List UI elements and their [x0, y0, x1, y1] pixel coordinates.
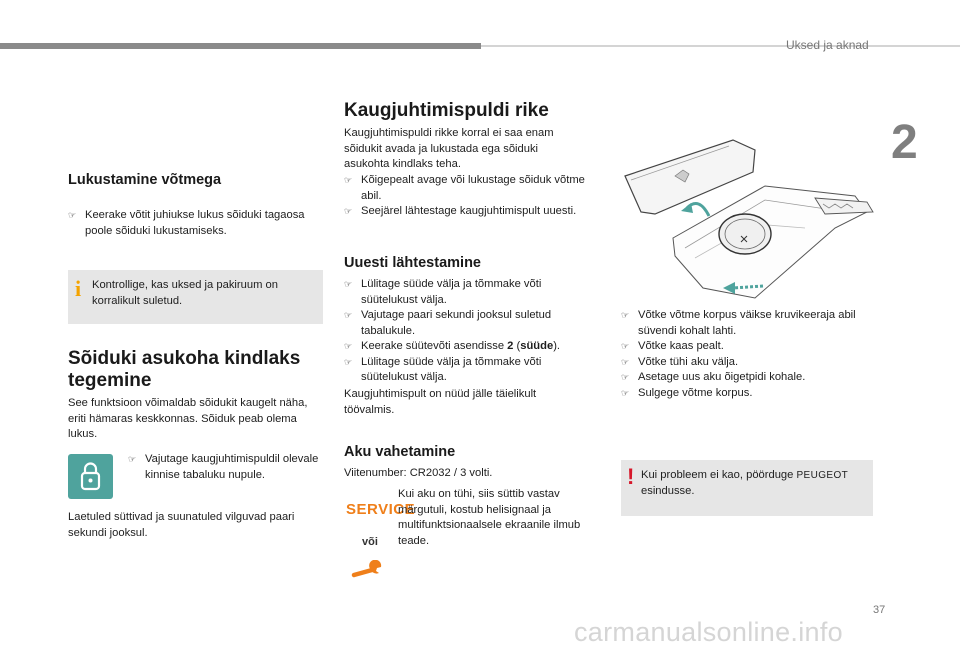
list-item: ☞ Võtke tühi aku välja. — [621, 355, 866, 371]
list-item: ☞ Vajutage kaugjuhtimispuldil olevale kinnise tabaluku nupule. — [128, 453, 319, 481]
page-number: 37 — [873, 604, 886, 616]
list-item: ☞ Asetage uus aku õigetpidi kohale. — [621, 370, 866, 386]
bullet-icon: ☞ — [621, 310, 630, 320]
bullet-icon: ☞ — [621, 341, 630, 351]
reset-result: Kaugjuhtimispult on nüüd jälle täielikult töövalmis. — [344, 388, 537, 416]
header-bar — [0, 43, 481, 49]
lock-list — [68, 208, 318, 239]
list-item: ☞ Võtke kaas pealt. — [621, 339, 866, 355]
list-item: ☞ Sulgege võtme korpus. — [621, 386, 866, 402]
locate-list — [128, 452, 323, 483]
fault-text: Kaugjuhtimispuldi rikke korral ei saa enam sõidukit avada ja lukustada ega sõiduki asukohta kindlaks teha. — [344, 127, 554, 170]
bullet-icon: ☞ — [621, 387, 630, 398]
fault-list — [344, 173, 589, 220]
list-item: ☞ Lülitage süüde välja ja tõmmake võti süütelukust välja. — [344, 278, 542, 306]
list-item: ☞ Keerake süütevõti asendisse 2 (süüde). — [344, 339, 589, 355]
section-title: Uksed ja aknad — [786, 38, 869, 52]
locate-title: Sõiduki asukoha kindlaks tegemine — [68, 348, 301, 391]
wrench-icon — [350, 560, 386, 587]
chapter-number: 2 — [891, 116, 918, 169]
warning-box — [621, 460, 873, 516]
list-item: ☞ Kõigepealt avage või lukustage sõiduk võtme abil. — [344, 174, 585, 202]
info-box — [68, 270, 323, 324]
warning-icon: ! — [627, 464, 635, 489]
list-item: ☞ Vajutage paari sekundi jooksul suletud tabalukule. — [344, 309, 552, 337]
fault-title: Kaugjuhtimispuldi rike — [344, 100, 549, 121]
battery-ref: Viitenumber: CR2032 / 3 volti. — [344, 467, 493, 479]
bullet-icon: ☞ — [344, 356, 353, 367]
warning-text: Kui probleem ei kao, pöörduge PEUGEOT esindusse. — [641, 469, 849, 497]
header-bar-line — [481, 45, 960, 47]
info-icon: i — [75, 276, 82, 301]
key-illustration — [615, 138, 875, 313]
battery-warning: Kui aku on tühi, siis süttib vastav märgutuli, kostub helisignaal ja multifunktsionaalsele ekraanile ilmub teade. — [398, 488, 581, 547]
battery-title: Aku vahetamine — [344, 444, 456, 460]
lock-button-icon — [68, 454, 113, 499]
list-item: ☞ Keerake võtit juhiukse lukus sõiduki tagaosa poole sõiduki lukustamiseks. — [68, 209, 305, 237]
bullet-icon: ☞ — [621, 372, 630, 382]
bullet-icon: ☞ — [128, 454, 137, 464]
info-text: Kontrollige, kas uksed ja pakiruum on korralikult suletud. — [92, 279, 278, 307]
bullet-icon: ☞ — [621, 356, 630, 367]
bullet-icon: ☞ — [344, 279, 353, 289]
bullet-icon: ☞ — [344, 175, 353, 185]
reset-title: Uuesti lähtestamine — [344, 255, 481, 271]
bullet-icon: ☞ — [344, 310, 353, 320]
bullet-icon: ☞ — [344, 341, 353, 351]
locate-text: See funktsioon võimaldab sõidukit kaugelt näha, eriti hämaras keskkonnas. Sõiduk peab olema lukus. — [68, 397, 308, 440]
watermark: carmanualsonline.info — [574, 617, 843, 647]
bullet-icon: ☞ — [68, 210, 77, 220]
lock-title: Lukustamine võtmega — [68, 172, 222, 188]
or-label: või — [362, 536, 378, 548]
list-item: ☞ Seejärel lähtestage kaugjuhtimispult uuesti. — [344, 204, 589, 220]
reset-list — [344, 277, 589, 386]
battery-steps — [621, 308, 866, 401]
bullet-icon: ☞ — [344, 206, 353, 216]
service-icon: SERVICE — [346, 501, 416, 518]
brand-name: PEUGEOT — [796, 470, 849, 481]
locate-result: Laetuled süttivad ja suunatuled vilguvad paari sekundi jooksul. — [68, 511, 295, 539]
list-item: ☞ Lülitage süüde välja ja tõmmake võti süütelukust välja. — [344, 355, 542, 383]
list-item: ☞ Võtke võtme korpus väikse kruvikeeraja abil süvendi kohalt lahti. — [621, 309, 856, 337]
